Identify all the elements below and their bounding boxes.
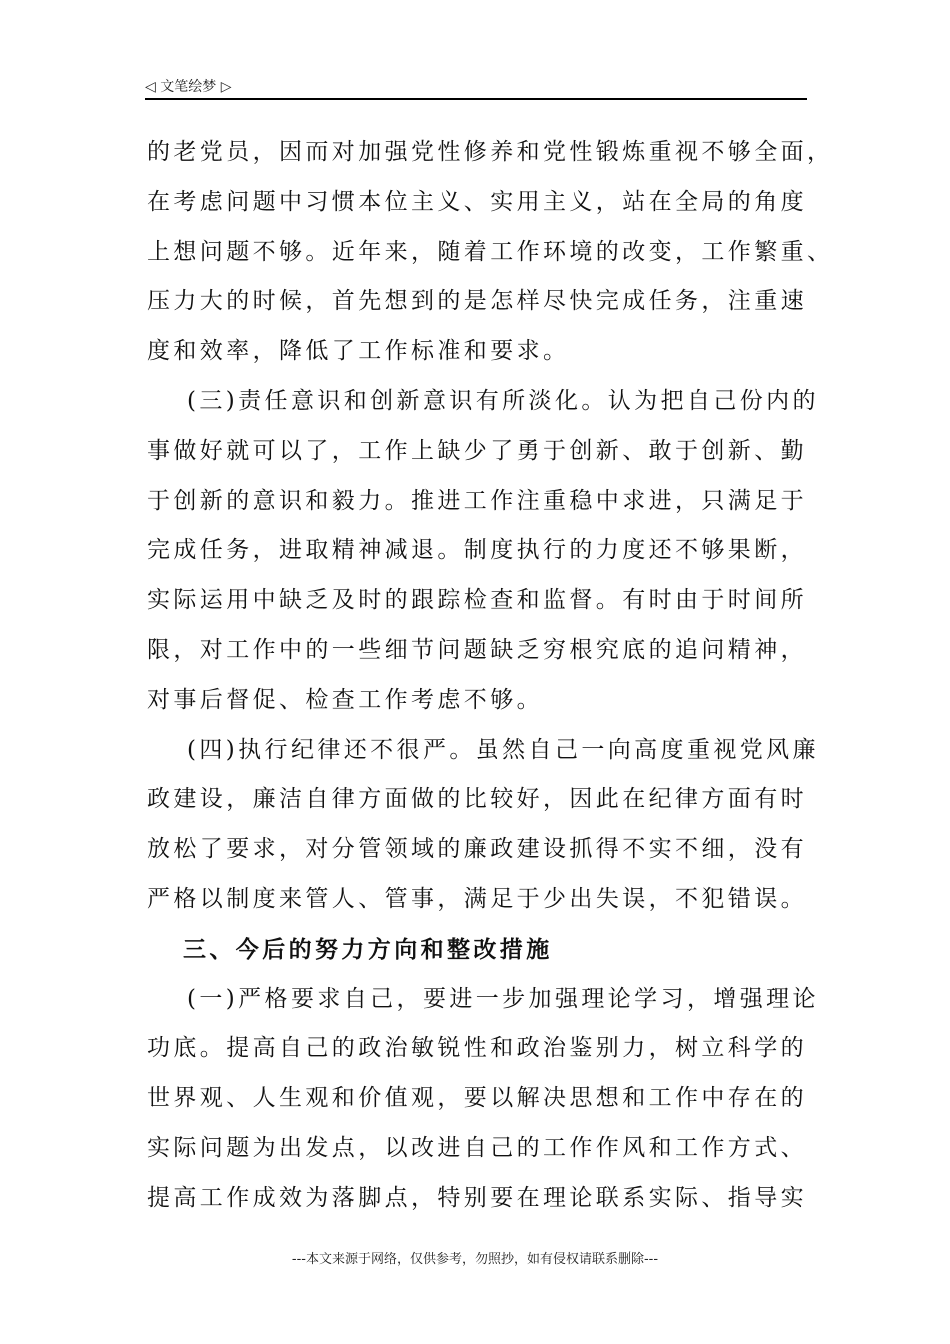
- section-heading: 三、今后的努力方向和整改措施: [183, 935, 553, 963]
- text-line: 限，对工作中的一些细节问题缺乏穷根究底的追问精神，: [147, 636, 807, 663]
- text-line: 压力大的时候，首先想到的是怎样尽快完成任务，注重速: [147, 288, 807, 315]
- text-line: (一)严格要求自己，要进一步加强理论学习，增强理论: [187, 985, 819, 1012]
- left-triangle-icon: ◁: [145, 79, 156, 95]
- right-triangle-icon: ▷: [220, 79, 232, 95]
- text-line: 度和效率，降低了工作标准和要求。: [147, 338, 570, 365]
- text-line: 上想问题不够。近年来，随着工作环境的改变，工作繁重、: [147, 238, 834, 265]
- text-line: 于创新的意识和毅力。推进工作注重稳中求进，只满足于: [147, 487, 807, 514]
- text-line: 放松了要求，对分管领域的廉政建设抓得不实不细，没有: [147, 836, 807, 863]
- page-footer: ---本文来源于网络，仅供参考，勿照抄，如有侵权请联系删除---: [291, 1252, 659, 1267]
- header-title-group: [145, 76, 231, 96]
- text-line: 严格以制度来管人、管事，满足于少出失误，不犯错误。: [147, 885, 807, 912]
- text-line: 功底。提高自己的政治敏锐性和政治鉴别力，树立科学的: [147, 1035, 807, 1062]
- text-line: (四)执行纪律还不很严。虽然自己一向高度重视党风廉: [187, 736, 819, 763]
- header-title: 文笔绘梦: [160, 79, 217, 95]
- text-line: 世界观、人生观和价值观，要以解决思想和工作中存在的: [147, 1085, 807, 1112]
- text-line: 政建设，廉洁自律方面做的比较好，因此在纪律方面有时: [147, 786, 807, 813]
- text-line: 在考虑问题中习惯本位主义、实用主义，站在全局的角度: [147, 188, 807, 215]
- text-line: 完成任务，进取精神减退。制度执行的力度还不够果断，: [147, 537, 807, 564]
- text-line: 实际运用中缺乏及时的跟踪检查和监督。有时由于时间所: [147, 587, 807, 614]
- document-body: [147, 128, 834, 1224]
- text-line: 事做好就可以了，工作上缺少了勇于创新、敢于创新、勤: [147, 437, 807, 464]
- text-line: (三)责任意识和创新意识有所淡化。认为把自己份内的: [187, 387, 819, 414]
- text-line: 对事后督促、检查工作考虑不够。: [147, 686, 543, 713]
- page-header: [145, 72, 807, 100]
- text-line: 实际问题为出发点，以改进自己的工作作风和工作方式、: [147, 1134, 807, 1161]
- text-line: 提高工作成效为落脚点，特别要在理论联系实际、指导实: [147, 1184, 807, 1211]
- text-line: 的老党员，因而对加强党性修养和党性锻炼重视不够全面，: [147, 139, 834, 165]
